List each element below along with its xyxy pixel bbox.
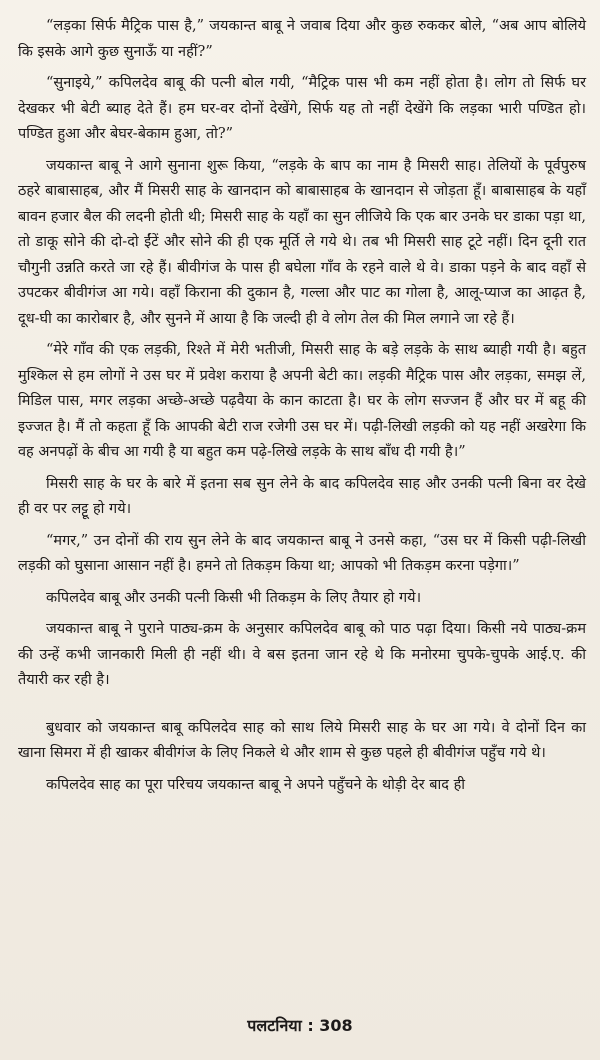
paragraph-1: “लड़का सिर्फ मैट्रिक पास है,” जयकान्त बाबू ने जवाब दिया और कुछ रुककर बोले, “अब आप बोलिये कि इसके आगे कुछ सुनाऊँ या नहीं?”: [18, 18, 586, 60]
paragraph-5: मिसरी साह के घर के बारे में इतना सब सुन लेने के बाद कपिलदेव साह और उनकी पत्नी बिना वर देखे ही वर पर लट्टू हो गये।: [18, 475, 586, 517]
page-footer: पलटनिया : 308: [247, 1016, 353, 1035]
paragraph-8: जयकान्त बाबू ने पुराने पाठ्य-क्रम के अनुसार कपिलदेव बाबू को पाठ पढ़ा दिया। किसी नये पाठ्य-क्रम की उन्हें कभी जानकारी मिली ही नहीं थी। वे बस इतना जान रहे थे कि मनोरमा चुपके-चुपके आई.ए. की तैयारी कर रही है।: [18, 621, 586, 688]
paragraph-6: “मगर,” उन दोनों की राय सुन लेने के बाद जयकान्त बाबू ने उनसे कहा, “उस घर में किसी पढ़ी-लिखी लड़की को घुसाना आसान नहीं है। हमने तो तिकड़म किया था; आपको भी तिकड़म करना पड़ेगा।”: [18, 532, 586, 574]
paragraph-10: कपिलदेव साह का पूरा परिचय जयकान्त बाबू ने अपने पहुँचने के थोड़ी देर बाद ही: [46, 776, 466, 793]
paragraph-9: बुधवार को जयकान्त बाबू कपिलदेव साह को साथ लिये मिसरी साह के घर आ गये। वे दोनों दिन का खाना सिमरा में ही खाकर बीवीगंज के लिए निकले थे और शाम से कुछ पहले ही बीवीगंज पहुँच गये थे।: [18, 719, 586, 761]
paragraph-7: कपिलदेव बाबू और उनकी पत्नी किसी भी तिकड़म के लिए तैयार हो गये।: [46, 589, 422, 606]
paragraph-4: “मेरे गाँव की एक लड़की, रिश्ते में मेरी भतीजी, मिसरी साह के बड़े लड़के के साथ ब्याही गयी है। बहुत मुश्किल से हम लोगों ने उस घर में प्रवेश कराया है अपनी बेटी का। लड़की मैट्रिक पास और लड़का, समझ लें, मिडिल पास, मगर लड़का अच्छे-अच्छे पढ़वैया के कान काटता है। घर के लोग सज्जन हैं और घर में बहू की इज्जत है। मैं तो कहता हूँ कि आपकी बेटी राज रजेगी उस घर में। पढ़ी-लिखी लड़की को यह नहीं अखरेगा कि वह अनपढ़ों के बीच आ गयी है या बहुत कम पढ़े-लिखे लड़के के साथ बाँध दी गयी है।”: [18, 342, 586, 460]
paragraph-2: “सुनाइये,” कपिलदेव बाबू की पत्नी बोल गयी, “मैट्रिक पास भी कम नहीं होता है। लोग तो सिर्फ घर देखकर भी बेटी ब्याह देते हैं। हम घर-वर दोनों देखेंगे, सिर्फ यह तो नहीं देखेंगे कि लड़का भारी पण्डित हो। पण्डित हुआ और बेघर-बेकाम हुआ, तो?”: [18, 75, 586, 142]
paragraph-3: जयकान्त बाबू ने आगे सुनाना शुरू किया, “लड़के के बाप का नाम है मिसरी साह। तेलियों के पूर्वपुरुष ठहरे बाबासाहब, और मैं मिसरी साह के खानदान को बाबासाहब के खानदान से जोड़ता हूँ। बाबासाहब के यहाँ बावन हजार बैल की लदनी होती थी; मिसरी साह के यहाँ का सुन लीजिये कि एक बार उनके घर डाका पड़ा था, तो डाकू सोने की दो-दो ईंटें और सोने की ही एक मूर्ति ले गये थे। तब भी मिसरी साह टूटे नहीं। दिन दूनी रात चौगुनी उन्नति करते जा रहे हैं। बीवीगंज के पास ही बघेला गाँव के रहने वाले थे वे। डाका पड़ने के बाद वहाँ से उपटकर बीवीगंज आ गये। वहाँ किराना की दुकान है, गल्ला और पाट का गोला है, आलू-प्याज का आढ़त है, दूध-घी का कारोबार है, और सुनने में आया है कि जल्दी ही वे लोग तेल की मिल लगाने जा रहे हैं।: [18, 157, 586, 327]
